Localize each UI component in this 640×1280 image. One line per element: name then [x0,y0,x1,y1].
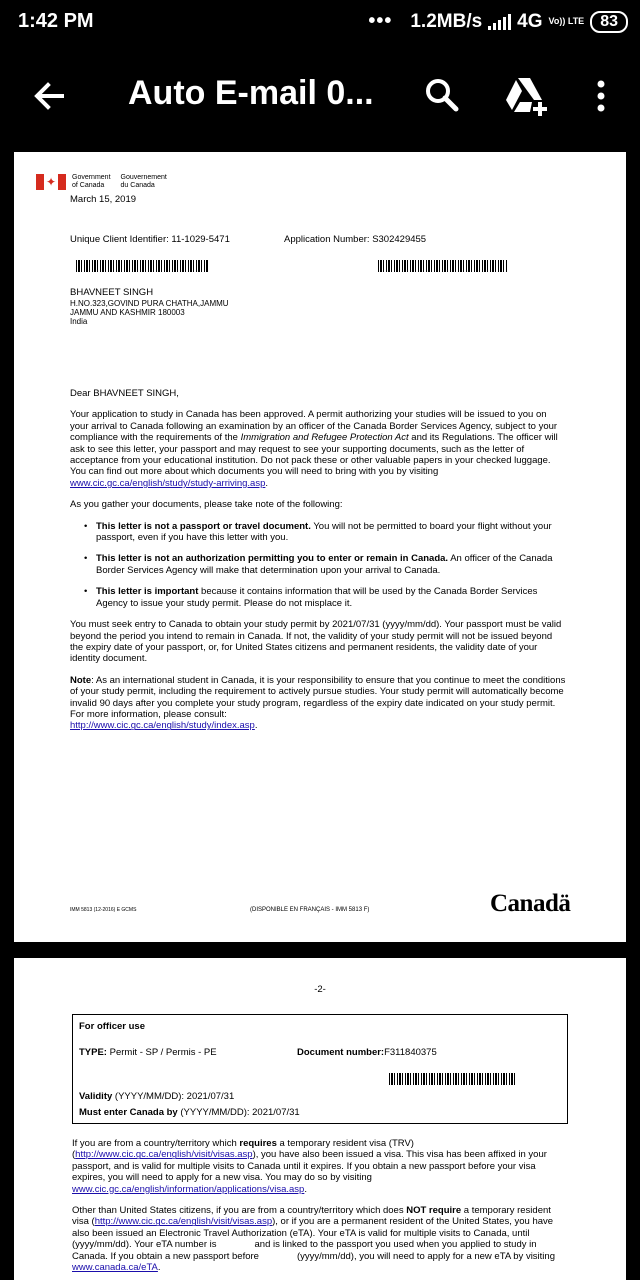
page2-body [72,1138,568,1280]
eta-paragraph: Other than United States citizens, if you are from a country/territory which does NOT require a temporary resident visa (http://www.cic.gc.ca/english/visit/visas.asp), or if you are a permanent resident of the United States, you have also been issued an Electronic Travel Authorization (eTA). Your eTA is valid for multiple visits to Canada, until(yyyy/mm/dd). Your eTA number is and is linked to the passport you used when you applied to study in Canada. If you obtain a new passport before (yyyy/mm/dd), you will need to apply for a new eTA by visiting www.canada.ca/eTA. [72,1205,555,1274]
list-item: • This letter is important because it contains information that will be used by the Canada Border Services Agency to issue your study permit. Please do not misplace it. [70,586,566,609]
add-to-drive-icon[interactable] [502,74,548,118]
application-barcode [378,260,508,272]
permit-type: TYPE: Permit - SP / Permis - PE [79,1047,217,1058]
page-number: -2- [314,984,326,995]
eta-link[interactable]: www.canada.ca/eTA [72,1262,158,1274]
unique-client-identifier: Unique Client Identifier: 11-1029-5471 [70,234,230,245]
letter-body [70,388,566,742]
document-page-2 [14,958,626,1280]
government-signature [36,174,167,190]
status-bar [0,0,640,46]
note-paragraph: Note: As an international student in Canada, it is your responsibility to ensure that you continue to meet the conditions of your study permit, including the requirement to actively pursue studies. Your study permit will automatically become invalid 90 days after you complete your study program, regardless of the expiry date indicated on your study permit. For more information, please consult: http://www.cic.gc.ca/english/study/index.asp. [70,674,566,732]
more-options-icon[interactable] [584,74,618,118]
visas-link-2[interactable]: http://www.cic.gc.ca/english/visit/visas.asp [94,1216,273,1228]
entry-deadline-paragraph: You must seek entry to Canada to obtain your study permit by 2021/07/31 (yyyy/mm/dd). Your passport must be valid beyond the period you intend to remain in Canada. If not, the validity of your study permit will not be issued beyond the expiry date of your passport, or, for United States citizens and permanent residents, the validity date of your identity document. [70,619,562,665]
battery-icon: 83 [590,11,628,33]
gov-french: Gouvernement du Canada [120,174,167,189]
status-icons [368,10,628,33]
document-title: Auto E-mail 0... [128,74,374,112]
volte-icon: Vo)) LTE [548,16,585,26]
visa-application-link[interactable]: www.cic.gc.ca/english/information/applications/visa.asp [72,1183,305,1195]
gov-english: Government of Canada [72,174,111,189]
network-type: 4G [517,10,543,32]
salutation: Dear BHAVNEET SINGH, [70,388,179,399]
validity: Validity (YYYY/MM/DD): 2021/07/31 [79,1091,235,1102]
clock: 1:42 PM [18,10,94,32]
application-number: Application Number: S302429455 [284,234,427,245]
network-speed: 1.2MB/s [410,10,483,32]
visas-link[interactable]: http://www.cic.gc.ca/english/visit/visas.asp [75,1149,253,1161]
uci-barcode [76,260,208,272]
recipient-address: BHAVNEET SINGH H.NO.323,GOVIND PURA CHATHA,JAMMU JAMMU AND KASHMIR 180003 India [70,287,229,326]
french-availability: (DISPONIBLE EN FRANÇAIS - IMM 5813 F) [250,907,370,913]
letter-date: March 15, 2019 [70,194,137,205]
document-barcode [389,1073,517,1085]
canada-wordmark: Canadä [490,890,571,917]
signal-icon [488,14,511,30]
must-enter-by: Must enter Canada by (YYYY/MM/DD): 2021/07/31 [79,1107,300,1118]
documents-intro: As you gather your documents, please take note of the following: [70,499,343,511]
recipient-name: BHAVNEET SINGH [70,287,154,298]
document-number: Document number:F311840375 [297,1047,437,1058]
app-toolbar [0,46,640,144]
canada-flag-icon: ✦ [36,174,66,190]
officer-use-box [72,1014,568,1124]
study-arriving-link[interactable]: www.cic.gc.ca/english/study/study-arriving.asp [70,477,266,489]
document-page-1 [14,152,626,942]
notification-dots-icon: ••• [368,10,393,32]
search-icon[interactable] [420,74,464,118]
list-item: • This letter is not a passport or travel document. You will not be permitted to board your flight without your passport, even if you have this letter with you. [70,521,566,544]
study-index-link[interactable]: http://www.cic.gc.ca/english/study/index.asp [70,720,255,732]
officer-heading: For officer use [79,1021,145,1032]
list-item: • This letter is not an authorization permitting you to enter or remain in Canada. An officer of the Canada Border Services Agency will make that determination upon your arrival to Canada. [70,553,566,576]
approval-paragraph: Your application to study in Canada has been approved. A permit authorizing your studies will be issued to you on your arrival to Canada following an examination by an officer of the Canada Border Services Agency, subject to your compliance with the requirements of the Immigration and Refugee Protection Act and its Regulations. The officer will ask to see this letter, your passport and may request to see your supporting documents, such as the letter of acceptance from your educational institution. Do not pack these or other valuable papers in your checked luggage. You can find out more about which documents you will need to bring with you by visiting www.cic.gc.ca/english/study/study-arriving.asp. [70,409,558,489]
notes-list [70,521,566,609]
form-number: IMM 5813 (12-2016) E GCMS [70,907,137,913]
trv-paragraph: If you are from a country/territory which requires a temporary resident visa (TRV) (http://www.cic.gc.ca/english/visit/visas.asp), you have also been issued a visa. This visa has been affixed in your passport, and is valid for multiple visits to Canada until it expires. If you obtain a new passport before your visa expires, you will need to apply for a new visa. You may do so by visiting www.cic.gc.ca/english/information/applications/visa.asp. [72,1138,547,1195]
back-arrow-icon[interactable] [28,74,72,118]
